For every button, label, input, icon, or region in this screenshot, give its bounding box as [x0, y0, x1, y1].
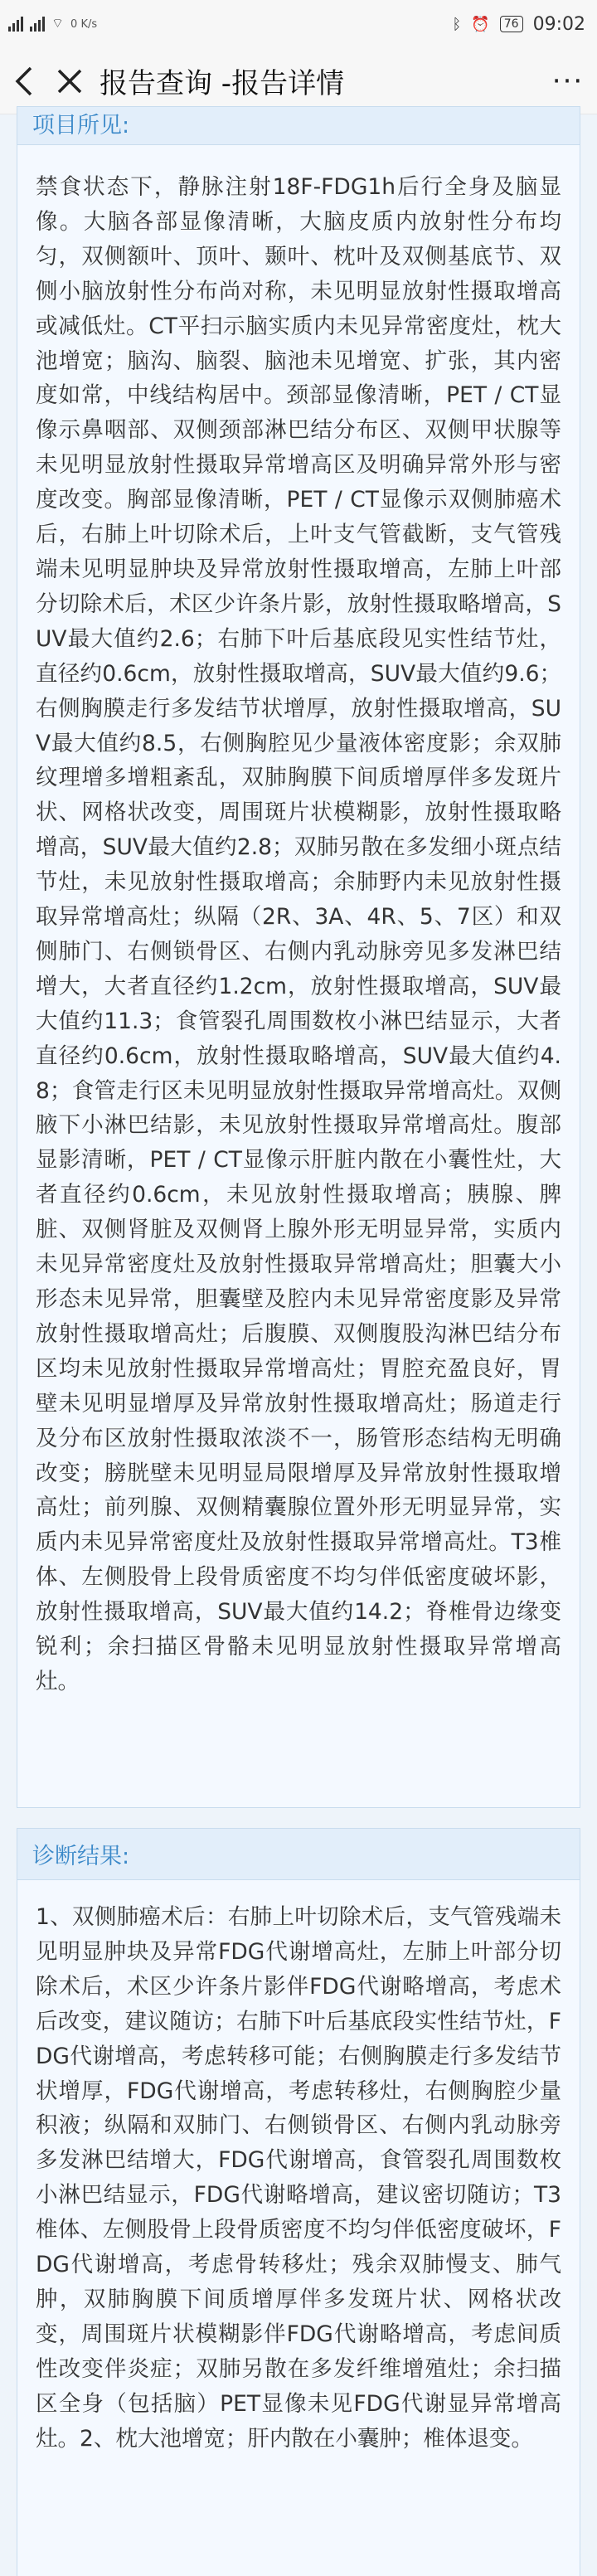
clock: 09:02	[532, 13, 585, 35]
findings-card	[17, 106, 580, 1808]
findings-text: 禁食状态下，静脉注射18F-FDG1h后行全身及脑显像。大脑各部显像清晰，大脑皮质内放射性分布均匀，双侧额叶、顶叶、颞叶、枕叶及双侧基底节、双侧小脑放射性分布尚对称，未见明显放射性摄取增高或减低灶。CT平扫示脑实质内未见异常密度灶，枕大池增宽；脑沟、脑裂、脑池未见增宽、扩张，其内密度如常，中线结构居中。颈部显像清晰，PET / CT显像示鼻咽部、双侧颈部淋巴结分布区、双侧甲状腺等未见明显放射性摄取异常增高区及明确异常外形与密度改变。胸部显像清晰，PET / CT显像示双侧肺癌术后，右肺上叶切除术后，上叶支气管截断，支气管残端未见明显肿块及异常放射性摄取增高，左肺上叶部分切除术后，术区少许条片影，放射性摄取略增高，SUV最大值约2.6；右肺下叶后基底段见实性结节灶，直径约0.6cm，放射性摄取增高，SUV最大值约9.6；右侧胸膜走行多发结节状增厚，放射性摄取增高，SUV最大值约8.5，右侧胸腔见少量液体密度影；余双肺纹理增多增粗紊乱，双肺胸膜下间质增厚伴多发斑片状、网格状改变，周围斑片状模糊影，放射性摄取略增高，SUV最大值约2.8；双肺另散在多发细小斑点结节灶，未见放射性摄取增高；余肺野内未见放射性摄取异常增高灶；纵隔（2R、3A、4R、5、7区）和双侧肺门、右侧锁骨区、右侧内乳动脉旁见多发淋巴结增大，大者直径约1.2cm，放射性摄取增高，SUV最大值约11.3；食管裂孔周围数枚小淋巴结显示，大者直径约0.6cm，放射性摄取略增高，SUV最大值约4.8；食管走行区未见明显放射性摄取异常增高灶。双侧腋下小淋巴结影，未见放射性摄取异常增高灶。腹部显影清晰，PET / CT显像示肝脏内散在小囊性灶，大者直径约0.6cm，未见放射性摄取增高；胰腺、脾脏、双侧肾脏及双侧肾上腺外形无明显异常，实质内未见异常密度灶及放射性摄取异常增高灶；胆囊大小形态未见异常，胆囊壁及腔内未见异常密度影及异常放射性摄取增高灶；后腹膜、双侧腹股沟淋巴结分布区均未见放射性摄取异常增高灶；胃腔充盈良好，胃壁未见明显增厚及异常放射性摄取增高灶；肠道走行及分布区放射性摄取浓淡不一，肠管形态结构无明确改变；膀胱壁未见明显局限增厚及异常放射性摄取增高灶；前列腺、双侧精囊腺位置外形无明显异常，实质内未见异常密度灶及放射性摄取异常增高灶。T3椎体、左侧股骨上段骨质密度不均匀伴低密度破坏影，放射性摄取增高，SUV最大值约14.2；脊椎骨边缘变锐利；余扫描区骨骼未见明显放射性摄取异常增高灶。	[36, 174, 561, 1694]
diagnosis-card	[17, 1828, 580, 2576]
nav-bar	[0, 48, 597, 114]
findings-header: 项目所见:	[17, 107, 580, 145]
page-title: 报告查询 -报告详情	[100, 67, 345, 100]
signal-icon-2	[30, 17, 45, 32]
signal-icon	[8, 17, 23, 32]
battery-indicator: 76	[500, 16, 523, 32]
diagnosis-header: 诊断结果:	[17, 1829, 580, 1880]
network-speed: 0 K/s	[70, 17, 98, 31]
status-right	[453, 14, 585, 35]
bluetooth-icon: ᛒ	[452, 15, 462, 33]
status-bar	[0, 0, 597, 48]
diagnosis-text: 1、双侧肺癌术后：右肺上叶切除术后，支气管残端未见明显肿块及异常FDG代谢增高灶，左肺上叶部分切除术后，术区少许条片影伴FDG代谢略增高，考虑术后改变，建议随访；右肺下叶后基底段实性结节灶，FDG代谢增高，考虑转移可能；右侧胸膜走行多发结节状增厚，FDG代谢增高，考虑转移灶，右侧胸腔少量积液；纵隔和双肺门、右侧锁骨区、右侧内乳动脉旁多发淋巴结增大，FDG代谢增高，食管裂孔周围数枚小淋巴结显示，FDG代谢略增高，建议密切随访；T3椎体、左侧股骨上段骨质密度不均匀伴低密度破坏，FDG代谢增高，考虑骨转移灶；残余双肺慢支、肺气肿，双肺胸膜下间质增厚伴多发斑片状、网格状改变，周围斑片状模糊影伴FDG代谢略增高，考虑间质性改变伴炎症；双肺另散在多发纤维增殖灶；余扫描区全身（包括脑）PET显像未见FDG代谢显异常增高灶。2、枕大池增宽；肝内散在小囊肿；椎体退变。	[36, 1904, 561, 2452]
more-menu-icon[interactable]: ···	[551, 64, 585, 98]
alarm-icon: ⏰	[471, 15, 490, 33]
status-left	[8, 17, 97, 32]
wifi-icon: ⌔	[51, 15, 65, 31]
close-icon[interactable]	[46, 48, 93, 114]
back-arrow-icon[interactable]	[0, 48, 46, 114]
